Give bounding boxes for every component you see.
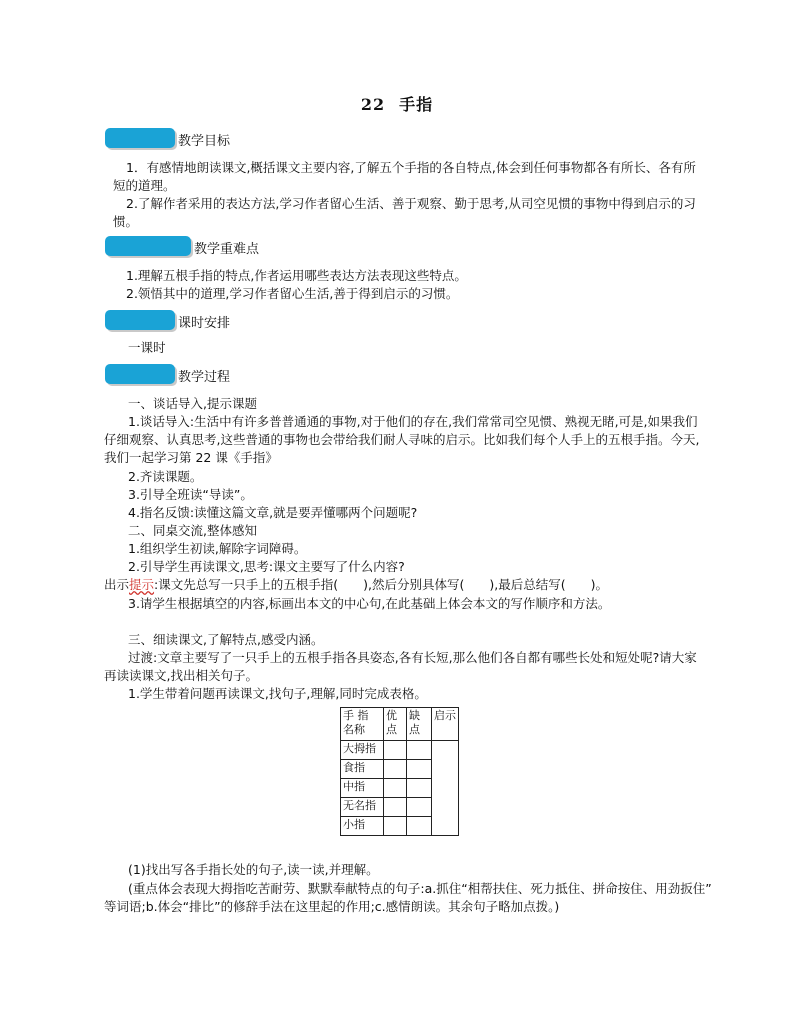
process-line: 1.谈话导入:生活中有许多普普通通的事物,对于他们的存在,我们常常司空见惯、熟视无睹,可是,如果我们 bbox=[128, 414, 698, 429]
process-line: 3.请学生根据填空的内容,标画出本文的中心句,在此基础上体会本文的写作顺序和方法。 bbox=[128, 596, 611, 611]
process-fill-blank-line bbox=[104, 577, 608, 593]
section-marker bbox=[105, 364, 175, 384]
difficulty-2: 2.领悟其中的道理,学习作者留心生活,善于得到启示的习惯。 bbox=[126, 286, 459, 301]
table-cell bbox=[407, 741, 432, 760]
process-line: 4.指名反馈:读懂这篇文章,就是要弄懂哪两个问题呢? bbox=[128, 505, 418, 520]
goal-2-line-2: 惯。 bbox=[113, 214, 139, 229]
lesson-number: 22 bbox=[360, 95, 386, 114]
table-cell bbox=[384, 760, 407, 779]
table-header-cell: 启示 bbox=[432, 708, 459, 741]
schedule-text: 一课时 bbox=[128, 340, 166, 355]
table-cell-finger: 无名指 bbox=[341, 798, 384, 817]
table-cell bbox=[384, 741, 407, 760]
process-line: 2.引导学生再读课文,思考:课文主要写了什么内容? bbox=[128, 559, 405, 574]
section-process-label: 教学过程 bbox=[178, 370, 231, 385]
page-title bbox=[0, 92, 794, 115]
process-line: 等词语;b.体会“排比”的修辞手法在这里起的作用;c.感情朗读。其余句子略加点拨。) bbox=[104, 899, 560, 914]
table-header-cell: 手 指 名称 bbox=[341, 708, 384, 741]
section-marker bbox=[105, 236, 191, 256]
table-row bbox=[341, 741, 459, 760]
finger-table bbox=[340, 707, 459, 836]
process-line: 3.引导全班读“导读”。 bbox=[128, 487, 253, 502]
lesson-title: 手指 bbox=[399, 95, 434, 114]
fill-blank-prefix: 出示 bbox=[104, 577, 130, 592]
table-cell bbox=[384, 798, 407, 817]
table-cell bbox=[384, 817, 407, 836]
difficulty-1: 1.理解五根手指的特点,作者运用哪些表达方法表现这些特点。 bbox=[126, 268, 467, 283]
section-difficulty-label: 教学重难点 bbox=[194, 242, 260, 257]
process-line: 1.学生带着问题再读课文,找句子,理解,同时完成表格。 bbox=[128, 686, 427, 701]
table-cell-finger: 大拇指 bbox=[341, 741, 384, 760]
process-line: 再读读课文,找出相关句子。 bbox=[104, 668, 258, 683]
process-line: (重点体会表现大拇指吃苦耐劳、默默奉献特点的句子:a.抓住“相帮扶住、死力抵住、拼命按住、用劲扳住” bbox=[128, 881, 712, 896]
process-line: 仔细观察、认真思考,这些普通的事物也会带给我们耐人寻味的启示。比如我们每个人手上的五根手指。今天, bbox=[104, 432, 700, 447]
process-line: (1)找出写各手指长处的句子,读一读,并理解。 bbox=[128, 862, 379, 877]
process-line: 我们一起学习第 22 课《手指》 bbox=[104, 450, 278, 465]
goal-1-line-1: 1．有感情地朗读课文,概括课文主要内容,了解五个手指的各自特点,体会到任何事物都各有所长、各有所 bbox=[126, 160, 696, 175]
table-cell-finger: 食指 bbox=[341, 760, 384, 779]
table-cell-finger: 小指 bbox=[341, 817, 384, 836]
process-heading-3: 三、细读课文,了解特点,感受内涵。 bbox=[128, 632, 324, 647]
section-marker bbox=[105, 128, 175, 148]
process-heading-2: 二、同桌交流,整体感知 bbox=[128, 523, 257, 538]
table-cell-finger: 中指 bbox=[341, 779, 384, 798]
section-marker bbox=[105, 310, 175, 330]
table-header-row bbox=[341, 708, 459, 741]
process-line: 1.组织学生初读,解除字词障碍。 bbox=[128, 541, 307, 556]
process-line: 2.齐读课题。 bbox=[128, 469, 203, 484]
process-heading-1: 一、谈话导入,提示课题 bbox=[128, 396, 257, 411]
goal-1-line-2: 短的道理。 bbox=[113, 178, 176, 193]
table-header-cell: 优点 bbox=[384, 708, 407, 741]
goal-2-line-1: 2.了解作者采用的表达方法,学习作者留心生活、善于观察、勤于思考,从司空见惯的事物中得到启示的习 bbox=[126, 196, 696, 211]
section-schedule-label: 课时安排 bbox=[178, 316, 231, 331]
table-cell bbox=[384, 779, 407, 798]
table-cell bbox=[407, 817, 432, 836]
table-cell bbox=[407, 798, 432, 817]
process-line: 过渡:文章主要写了一只手上的五根手指各具姿态,各有长短,那么他们各自都有哪些长处和短处呢?请大家 bbox=[128, 650, 697, 665]
hint-word: 提示 bbox=[129, 577, 155, 592]
table-cell-inspiration bbox=[432, 741, 459, 836]
section-goals-label: 教学目标 bbox=[178, 134, 231, 149]
table-cell bbox=[407, 779, 432, 798]
table-header-cell: 缺点 bbox=[407, 708, 432, 741]
fill-blank-text: :课文先总写一只手上的五根手指( ),然后分别具体写( ),最后总结写( )。 bbox=[154, 577, 608, 592]
table-cell bbox=[407, 760, 432, 779]
